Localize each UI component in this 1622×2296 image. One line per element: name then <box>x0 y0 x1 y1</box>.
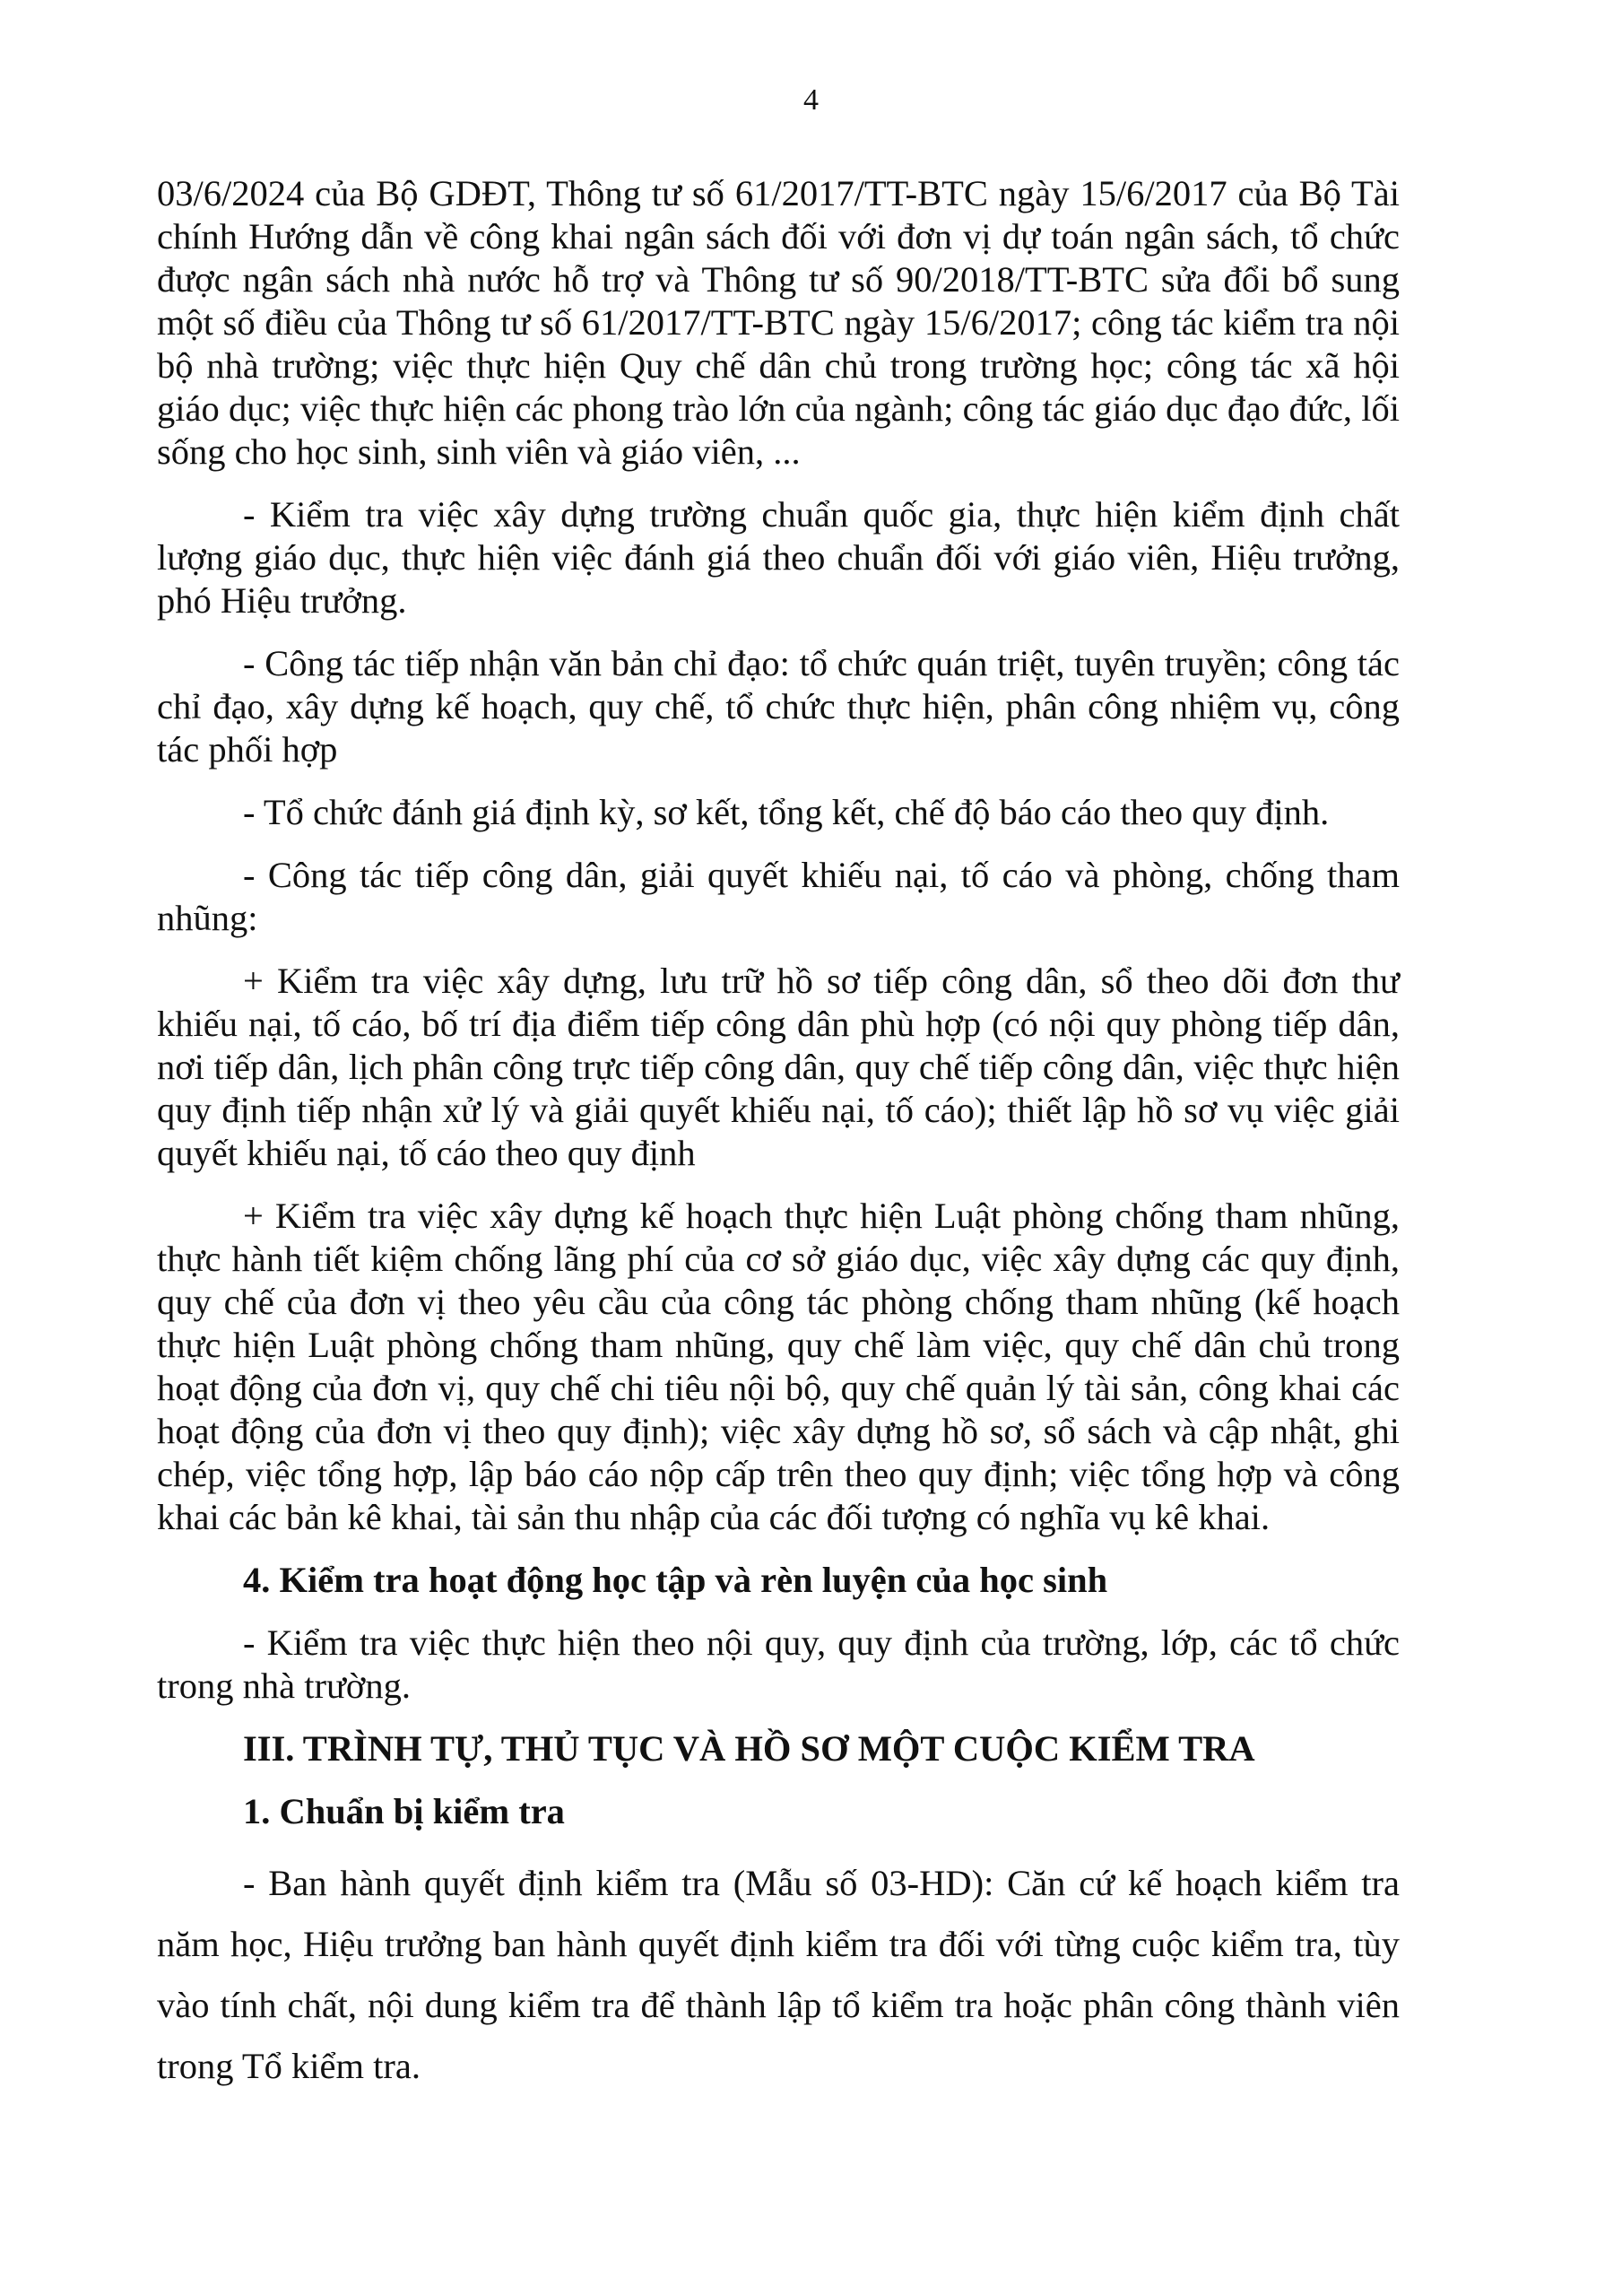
paragraph-school-rules: - Kiểm tra việc thực hiện theo nội quy, quy định của trường, lớp, các tổ chức trong nhà trường. <box>157 1622 1400 1706</box>
paragraph-periodic-review: - Tổ chức đánh giá định kỳ, sơ kết, tổng kết, chế độ báo cáo theo quy định. <box>243 792 1330 832</box>
paragraph-anti-corruption: + Kiểm tra việc xây dựng kế hoạch thực hiện Luật phòng chống tham nhũng, thực hành tiết kiệm chống lãng phí của cơ sở giáo dục, việc xây dựng các quy định, quy chế của đơn vị theo yêu cầu của công tác phòng chống tham nhũng (kế hoạch thực hiện Luật phòng chống tham nhũng, quy chế làm việc, quy chế dân chủ trong hoạt động của đơn vị, quy chế chi tiêu nội bộ, quy chế quản lý tài sản, công khai các hoạt động của đơn vị theo quy định); việc xây dựng hồ sơ, sổ sách và cập nhật, ghi chép, việc tổng hợp, lập báo cáo nộp cấp trên theo quy định; việc tổng hợp và công khai các bản kê khai, tài sản thu nhập của các đối tượng có nghĩa vụ kê khai. <box>157 1196 1400 1537</box>
paragraph-legal-basis: 03/6/2024 của Bộ GDĐT, Thông tư số 61/2017/TT-BTC ngày 15/6/2017 của Bộ Tài chính Hướng dẫn về công khai ngân sách đối với đơn vị dự toán ngân sách, tổ chức được ngân sách nhà nước hỗ trợ và Thông tư số 90/2018/TT-BTC sửa đổi bổ sung một số điều của Thông tư số 61/2017/TT-BTC ngày 15/6/2017; công tác kiểm tra nội bộ nhà trường; việc thực hiện Quy chế dân chủ trong trường học; công tác xã hội giáo dục; việc thực hiện các phong trào lớn của ngành; công tác giáo dục đạo đức, lối sống cho học sinh, sinh viên và giáo viên, ... <box>157 173 1400 472</box>
heading-preparation: 1. Chuẩn bị kiểm tra <box>243 1791 565 1831</box>
heading-section-iii: III. TRÌNH TỰ, THỦ TỤC VÀ HỒ SƠ MỘT CUỘC KIỂM TRA <box>243 1728 1255 1769</box>
page-number: 4 <box>803 83 819 117</box>
paragraph-citizen-reception: - Công tác tiếp công dân, giải quyết khiếu nại, tố cáo và phòng, chống tham nhũng: <box>157 855 1400 938</box>
paragraph-inspection-decision: - Ban hành quyết định kiểm tra (Mẫu số 03-HD): Căn cứ kế hoạch kiểm tra năm học, Hiệu trưởng ban hành quyết định kiểm tra đối với từng cuộc kiểm tra, tùy vào tính chất, nội dung kiểm tra để thành lập tổ kiểm tra hoặc phân công thành viên trong Tổ kiểm tra. <box>157 1863 1400 2086</box>
paragraph-national-standard: - Kiểm tra việc xây dựng trường chuẩn quốc gia, thực hiện kiểm định chất lượng giáo dục, thực hiện việc đánh giá theo chuẩn đối với giáo viên, Hiệu trưởng, phó Hiệu trưởng. <box>157 494 1400 621</box>
document-body <box>157 172 1400 2097</box>
heading-student-activities: 4. Kiểm tra hoạt động học tập và rèn luyện của học sinh <box>243 1560 1108 1600</box>
paragraph-complaint-records: + Kiểm tra việc xây dựng, lưu trữ hồ sơ tiếp công dân, sổ theo dõi đơn thư khiếu nại, tố cáo, bố trí địa điểm tiếp công dân phù hợp (có nội quy phòng tiếp dân, nơi tiếp dân, lịch phân công trực tiếp công dân, quy chế tiếp công dân, việc thực hiện quy định tiếp nhận xử lý và giải quyết khiếu nại, tố cáo); thiết lập hồ sơ vụ việc giải quyết khiếu nại, tố cáo theo quy định <box>157 961 1400 1173</box>
paragraph-directive-documents: - Công tác tiếp nhận văn bản chỉ đạo: tổ chức quán triệt, tuyên truyền; công tác chỉ đạo, xây dựng kế hoạch, quy chế, tổ chức thực hiện, phân công nhiệm vụ, công tác phối hợp <box>157 643 1400 770</box>
